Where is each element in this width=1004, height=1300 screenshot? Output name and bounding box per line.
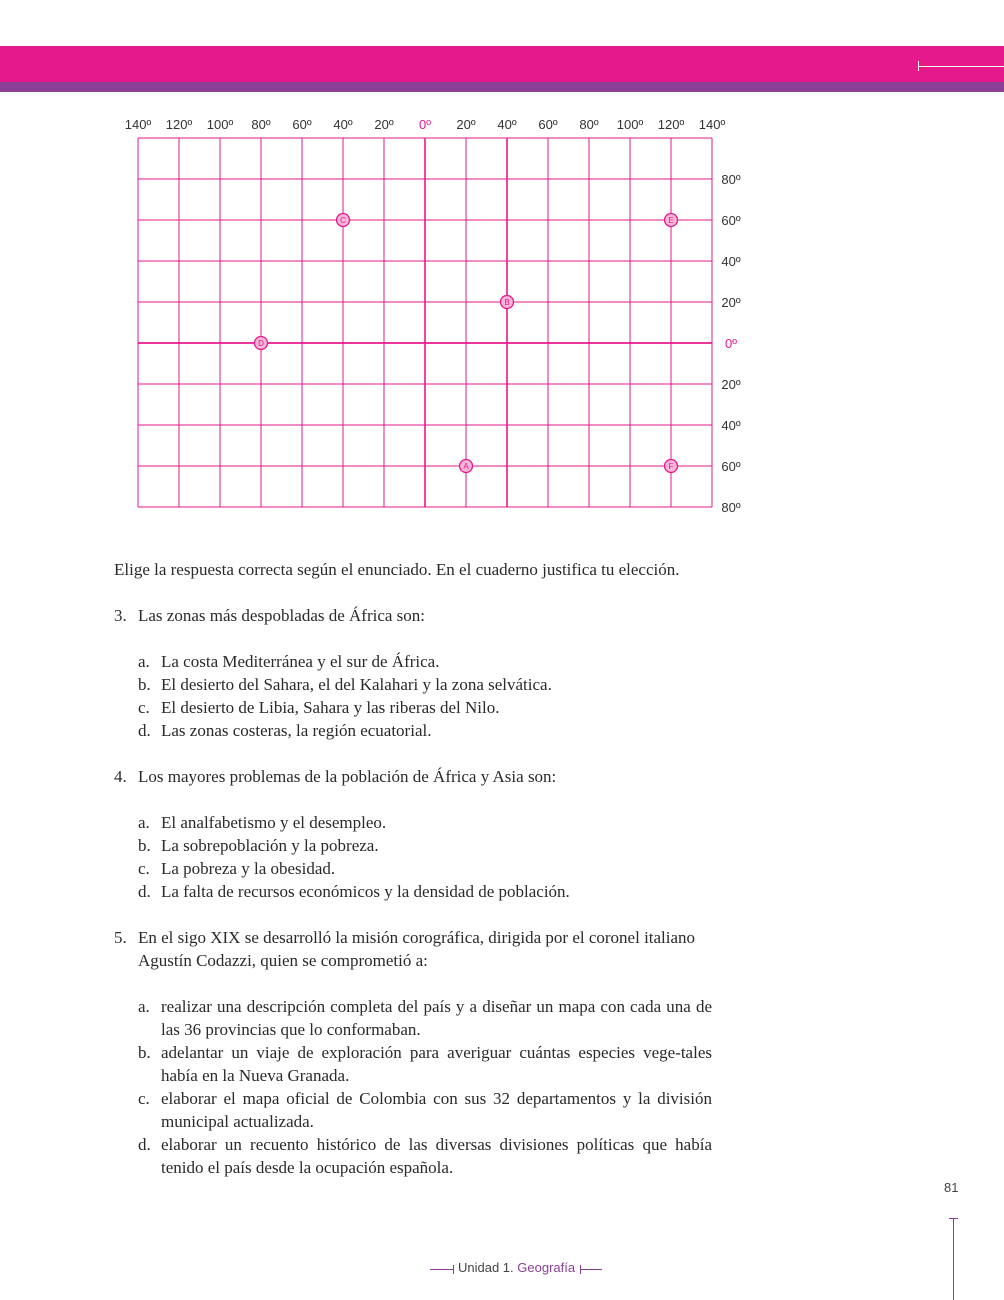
option-4b [138,834,712,857]
longitude-label: 0º [419,117,431,132]
latitude-label: 60º [721,213,741,228]
option-5a [138,995,712,1041]
longitude-label: 60º [292,117,312,132]
option-3b [138,673,712,696]
longitude-label: 40º [333,117,353,132]
longitude-label: 80º [579,117,599,132]
option-text: realizar una descripción completa del país y a diseñar un mapa con cada una de las 36 provincias que lo conformaban. [161,997,712,1039]
latitude-label: 40º [721,418,741,433]
option-letter: a. [138,652,150,671]
option-3c [138,696,712,719]
longitude-label: 100º [616,117,644,132]
grid-point-letter: E [668,216,674,225]
option-text: elaborar el mapa oficial de Colombia con sus 32 departamentos y la división municipal actualizada. [161,1089,712,1131]
option-text: El analfabetismo y el desempleo. [161,813,387,832]
latitude-label: 0º [725,336,737,351]
margin-line [953,1218,954,1300]
grid-point-letter: C [340,216,346,225]
option-letter: b. [138,675,151,694]
option-text: elaborar un recuento histórico de las diversas divisiones políticas que había tenido el país desde la ocupación española. [161,1135,712,1177]
coordinate-grid [0,0,1004,530]
longitude-label: 20º [374,117,394,132]
grid-point-letter: B [504,298,510,307]
option-4a [138,811,712,834]
footer-tick-right [580,1265,581,1274]
option-text: El desierto del Sahara, el del Kalahari y la zona selvática. [161,675,552,694]
grid-point-letter: D [258,339,264,348]
grid-point-letter: F [668,462,674,471]
option-3d [138,719,712,742]
option-letter: d. [138,721,151,740]
option-text: Las zonas costeras, la región ecuatorial. [161,721,432,740]
option-3a [138,650,712,673]
longitude-label: 60º [538,117,558,132]
latitude-label: 20º [721,377,741,392]
footer-tick-left [453,1265,454,1274]
footer-line-right [580,1269,602,1270]
longitude-label: 140º [698,117,726,132]
option-5c [138,1087,712,1133]
question-number: 4. [114,767,127,786]
footer-label [458,1260,575,1275]
longitude-label: 120º [165,117,193,132]
longitude-label: 40º [497,117,517,132]
footer-unit: Unidad 1. [458,1260,514,1275]
footer-subject: Geografía [517,1260,576,1275]
longitude-label: 100º [206,117,234,132]
option-5b [138,1041,712,1087]
option-text: adelantar un viaje de exploración para averiguar cuántas especies vege-tales había en la Nueva Granada. [161,1043,712,1085]
option-letter: a. [138,997,150,1016]
latitude-label: 80º [721,500,741,515]
latitude-label: 20º [721,295,741,310]
option-5d [138,1133,712,1179]
option-text: El desierto de Libia, Sahara y las riberas del Nilo. [161,698,500,717]
longitude-label: 120º [657,117,685,132]
option-letter: c. [138,859,150,878]
option-text: La pobreza y la obesidad. [161,859,336,878]
option-letter: a. [138,813,150,832]
grid-point-letter: A [463,462,469,471]
question-3 [114,604,714,627]
instructions: Elige la respuesta correcta según el enunciado. En el cuaderno justifica tu elección. [114,560,680,579]
latitude-label: 40º [721,254,741,269]
option-4c [138,857,712,880]
latitude-label: 60º [721,459,741,474]
option-text: La costa Mediterránea y el sur de África. [161,652,440,671]
footer-line-left [430,1269,454,1270]
page-number: 81 [944,1180,959,1195]
option-text: La sobrepoblación y la pobreza. [161,836,379,855]
latitude-label: 80º [721,172,741,187]
question-text: Las zonas más despobladas de África son: [138,606,426,625]
question-text: En el sigo XIX se desarrolló la misión corográfica, dirigida por el coronel italiano Agustín Codazzi, quien se comprometió a: [138,928,696,970]
option-letter: d. [138,882,151,901]
option-letter: c. [138,1089,150,1108]
question-text: Los mayores problemas de la población de África y Asia son: [138,767,557,786]
longitude-label: 20º [456,117,476,132]
option-4d [138,880,712,903]
option-letter: b. [138,1043,151,1062]
question-5 [114,926,714,972]
question-4 [114,765,714,788]
longitude-label: 80º [251,117,271,132]
option-text: La falta de recursos económicos y la densidad de población. [161,882,570,901]
option-letter: d. [138,1135,151,1154]
question-number: 5. [114,928,127,947]
option-letter: c. [138,698,150,717]
option-letter: b. [138,836,151,855]
question-number: 3. [114,606,127,625]
longitude-label: 140º [124,117,152,132]
